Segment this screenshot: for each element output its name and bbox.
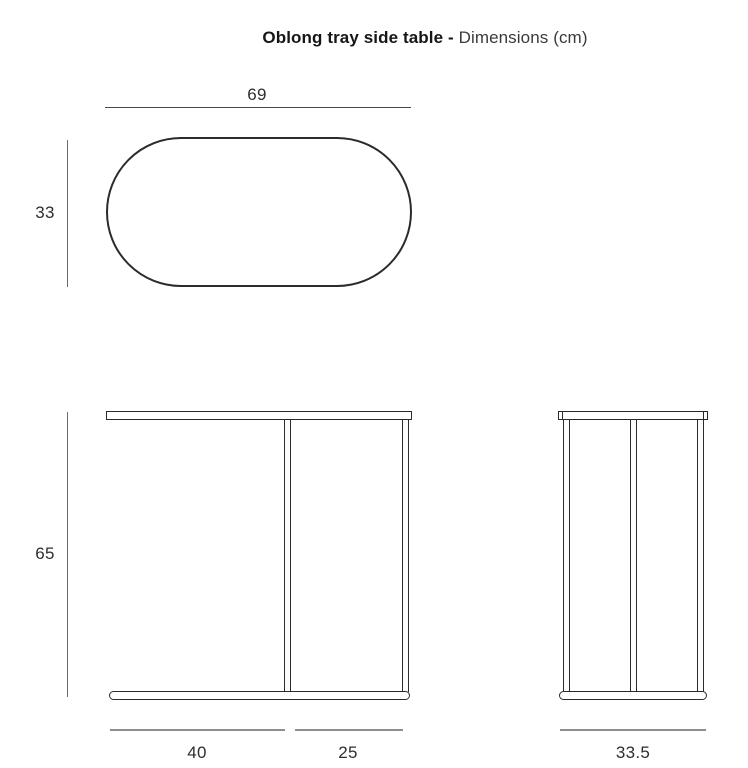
front-view-tabletop [106, 411, 412, 420]
front-view-base-bar [109, 691, 410, 700]
side-view-base-bar [559, 691, 707, 700]
title-subtitle: Dimensions (cm) [458, 28, 588, 47]
side-view-base-label: 33.5 [615, 743, 651, 762]
front-view-right-leg [402, 420, 409, 692]
top-view-depth-dim-line [67, 140, 68, 287]
front-view-base-left-label: 40 [187, 743, 207, 762]
front-view-height-label: 65 [35, 544, 55, 563]
front-view-height-dim-line [67, 412, 68, 697]
top-view-oblong-outline [106, 137, 412, 287]
front-view-base-right-dim-line [295, 729, 403, 731]
side-view-base-dim-line [560, 729, 706, 731]
drawing-title [262, 28, 587, 48]
product-name: Oblong tray side table - [262, 28, 454, 47]
side-view-right-leg [697, 420, 704, 692]
top-view-width-label: 69 [247, 85, 267, 104]
side-view-middle-leg [630, 420, 637, 692]
top-view-width-dim-line [105, 107, 411, 108]
front-view-base-left-dim-line [110, 729, 285, 731]
front-view-middle-leg [284, 420, 291, 692]
side-view-left-leg [563, 420, 570, 692]
side-view-tabletop [558, 411, 708, 420]
top-view-depth-label: 33 [35, 203, 55, 222]
front-view-base-right-label: 25 [338, 743, 358, 762]
